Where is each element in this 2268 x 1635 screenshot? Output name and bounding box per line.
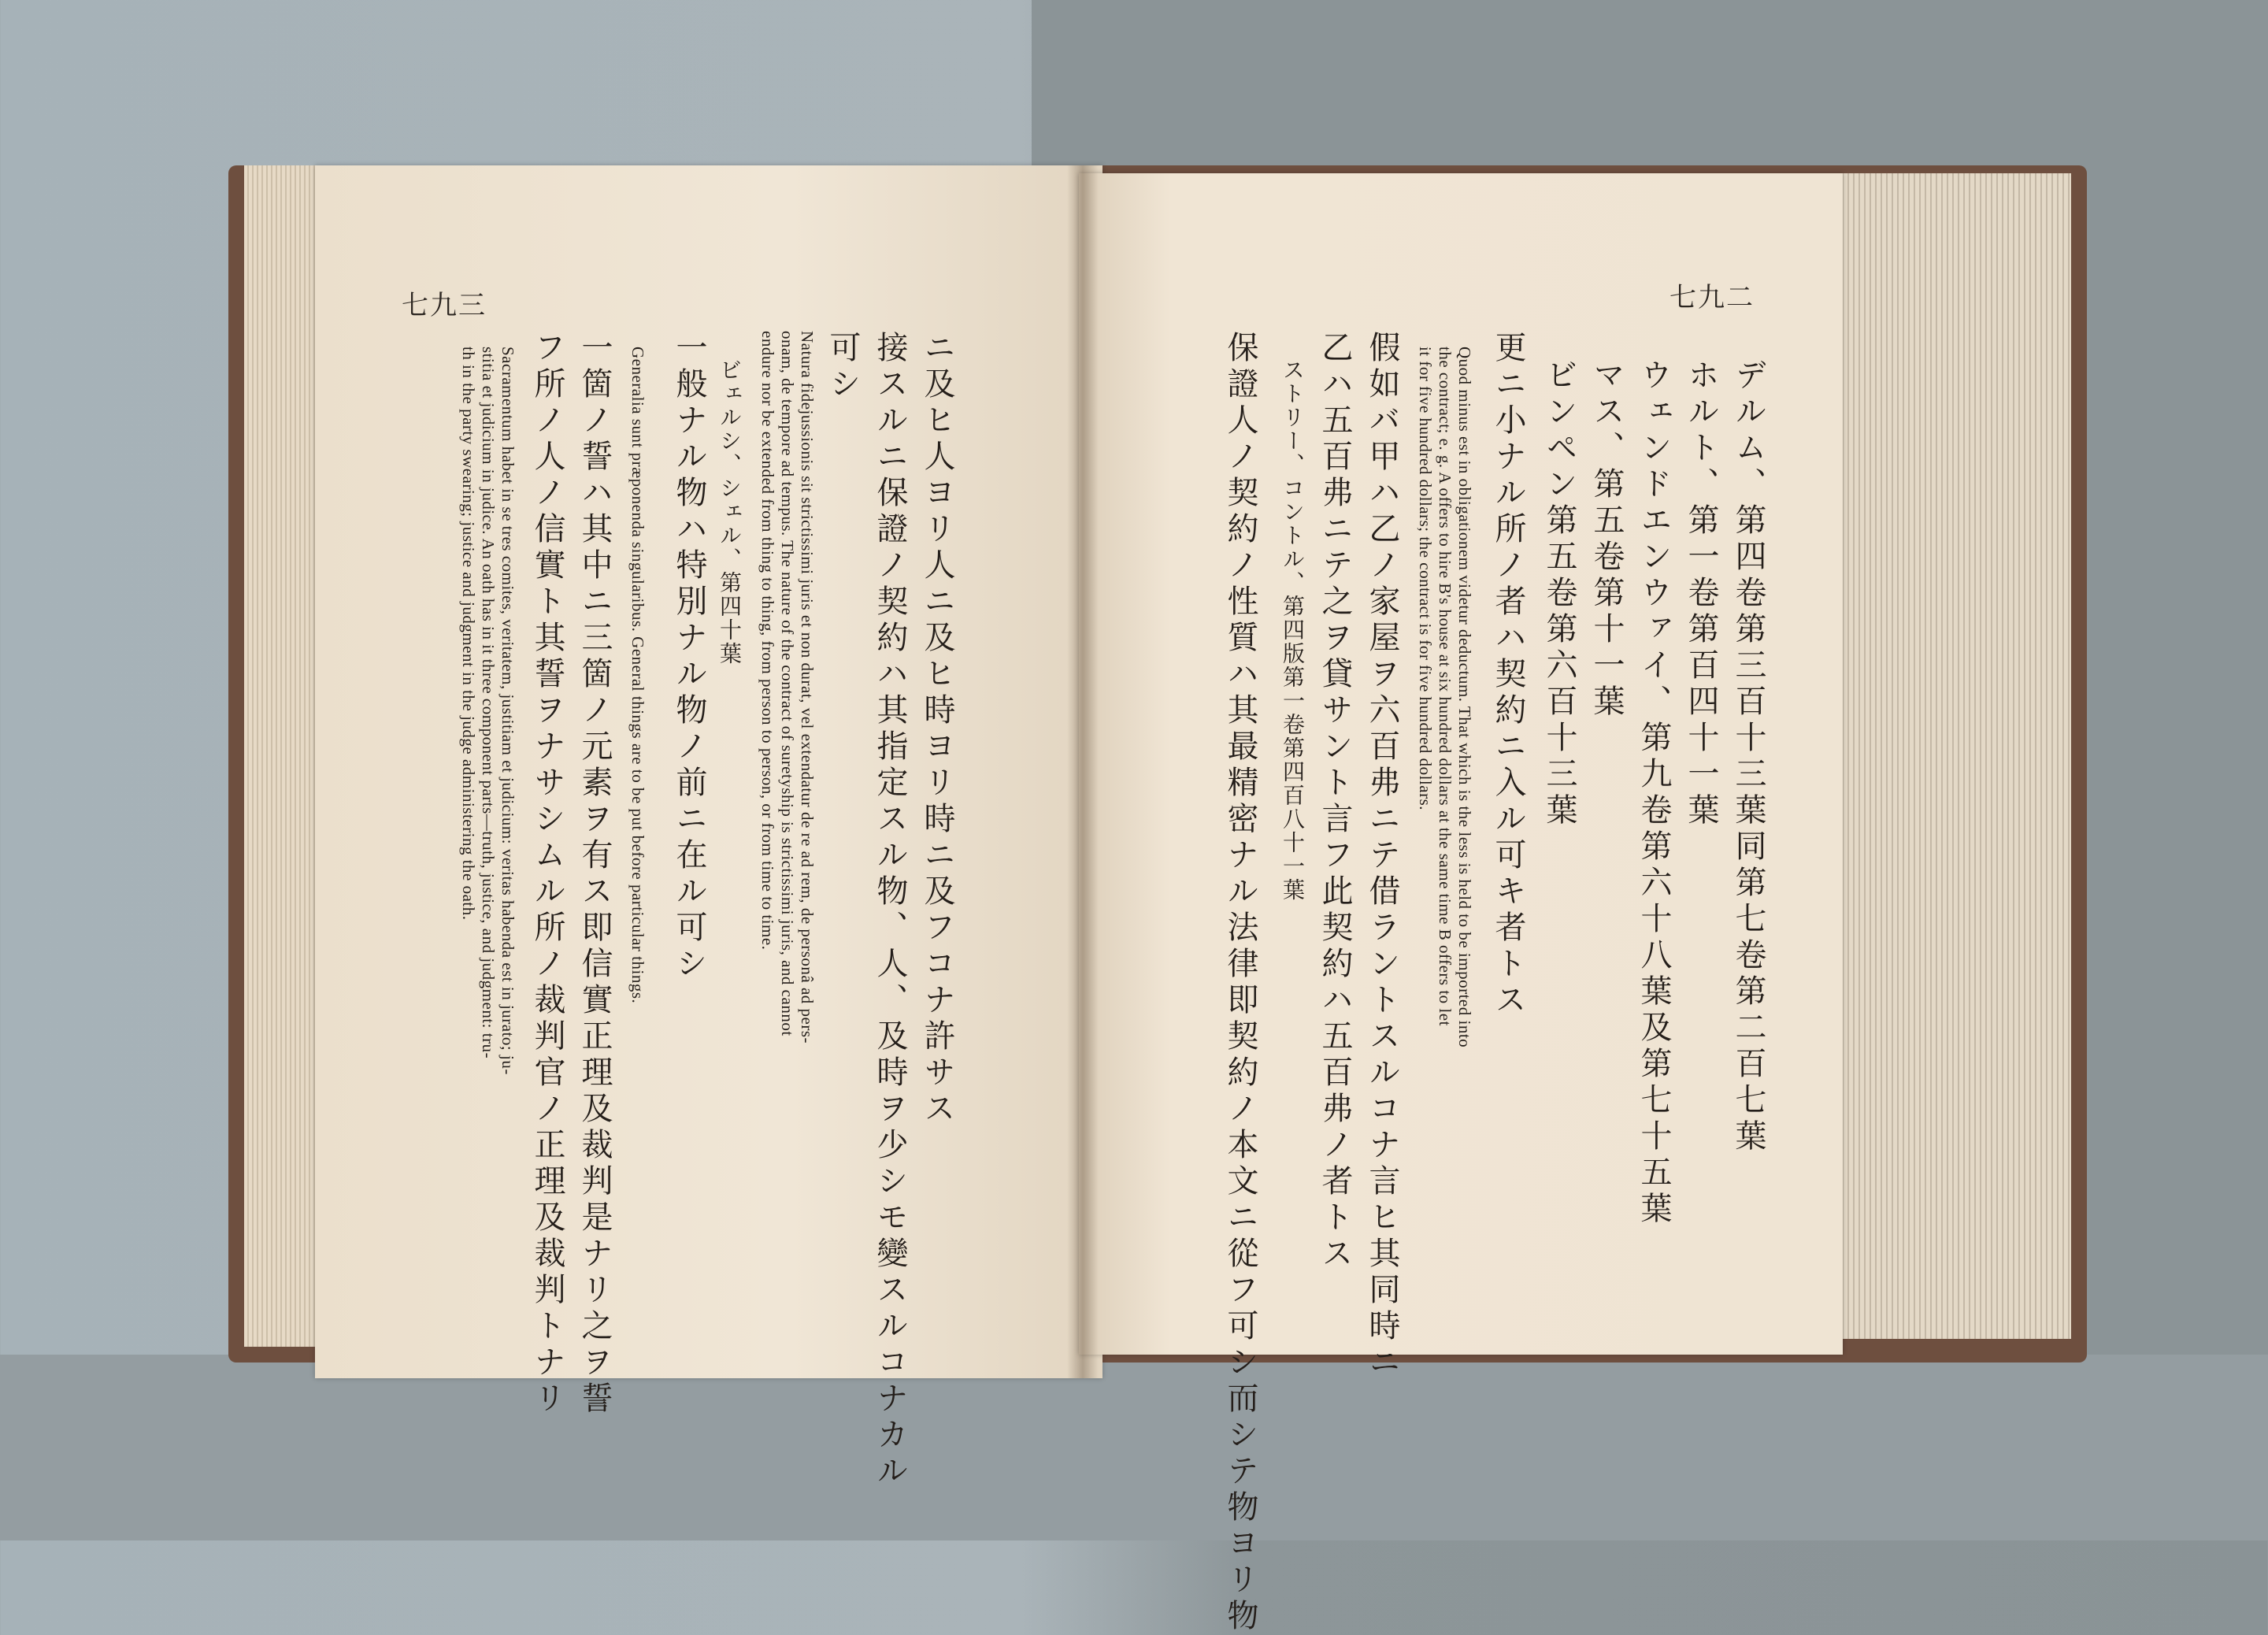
left-col-6: endure nor be extended from thing to thing, from person to person, or from time to time. xyxy=(758,331,777,951)
right-col-12: ストリー、コントル、第四版第一卷第四百八十一葉 xyxy=(1280,358,1306,902)
left-col-7: ビェルシ、シェル、第四十葉 xyxy=(717,358,743,665)
right-col-2: ホルト、第一卷第百四十一葉 xyxy=(1683,358,1719,829)
right-col-10: 假如バ甲ハ乙ノ家屋ヲ六百弗ニテ借ラントスルコナ言ヒ其同時ニ xyxy=(1364,331,1400,1381)
left-col-12: Sacramentum habet in se tres comites, veritatem, justitiam et judicium: veritas habenda est in jurato; ju- xyxy=(498,347,517,1075)
left-col-11: フ所ノ人ノ信實ト其誓ヲナサシムル所ノ裁判官ノ正理及裁判トナリ xyxy=(529,331,565,1418)
right-col-9: it for five hundred dollars; the contract is for five hundred dollars. xyxy=(1416,347,1435,810)
left-col-1: ニ及ヒ人ヨリ人ニ及ヒ時ヨリ時ニ及フコナ許サス xyxy=(919,331,955,1128)
left-col-4: Natura fidejussionis sit strictissimi juris et non durat, vel extendatur de re ad rem, de personâ ad pers- xyxy=(798,331,817,1044)
left-col-9: Generalia sunt præponenda singularibus. General things are to be put before particular things. xyxy=(628,347,647,1004)
right-col-7: Quod minus est in obligationem videtur deductum. That which is the less is held to be imported into xyxy=(1455,347,1474,1048)
left-page-number: 七九三 xyxy=(402,290,487,321)
background-table xyxy=(0,1355,2268,1540)
left-col-10: 一箇ノ誓ハ其中ニ三箇ノ元素ヲ有ス即信實正理及裁判是ナリ之ヲ誓 xyxy=(576,331,613,1418)
right-col-11: 乙ハ五百弗ニテ之ヲ貸サント言フ此契約ハ五百弗ノ者トス xyxy=(1317,331,1353,1273)
left-page xyxy=(315,165,1102,1378)
right-page-edges xyxy=(1827,173,2071,1339)
right-col-13: 保證人ノ契約ノ性質ハ其最精密ナル法律即契約ノ本文ニ從フ可シ而シテ物ヨリ物 xyxy=(1222,331,1258,1635)
right-col-8: the contract; e. g. A offers to hire B's house at six hundred dollars at the same time B offers to let xyxy=(1436,347,1455,1026)
left-col-8: 一般ナル物ハ特別ナル物ノ前ニ在ル可シ xyxy=(671,331,707,983)
right-col-4: マス、第五卷第十一葉 xyxy=(1588,358,1625,721)
left-col-2: 接スルニ保證ノ契約ハ其指定スル物、人、及時ヲ少シモ變スルコナカル xyxy=(872,331,908,1490)
right-col-5: ビンペン第五卷第六百十三葉 xyxy=(1541,358,1577,829)
right-col-3: ウェンドエンウァイ、第九卷第六十八葉及第七十五葉 xyxy=(1636,358,1672,1228)
book-gutter xyxy=(1067,165,1099,1378)
right-page-number: 七九二 xyxy=(1670,282,1755,313)
right-col-1: デルム、第四卷第三百十三葉同第七卷第二百七葉 xyxy=(1730,358,1766,1155)
left-col-3: 可シ xyxy=(825,331,861,403)
left-col-5: onam, de tempore ad tempus. The nature of the contract of suretyship is strictissimi juris, and cannot xyxy=(778,331,797,1036)
right-col-6: 更ニ小ナル所ノ者ハ契約ニ入ル可キ者トス xyxy=(1490,331,1526,1019)
left-col-14: th in the party swearing; justice and judgment in the judge administering the oath. xyxy=(459,347,478,921)
left-col-13: stitia et judicium in judice. An oath has in it three component parts—truth, justice, and judgment: tru- xyxy=(479,347,498,1059)
